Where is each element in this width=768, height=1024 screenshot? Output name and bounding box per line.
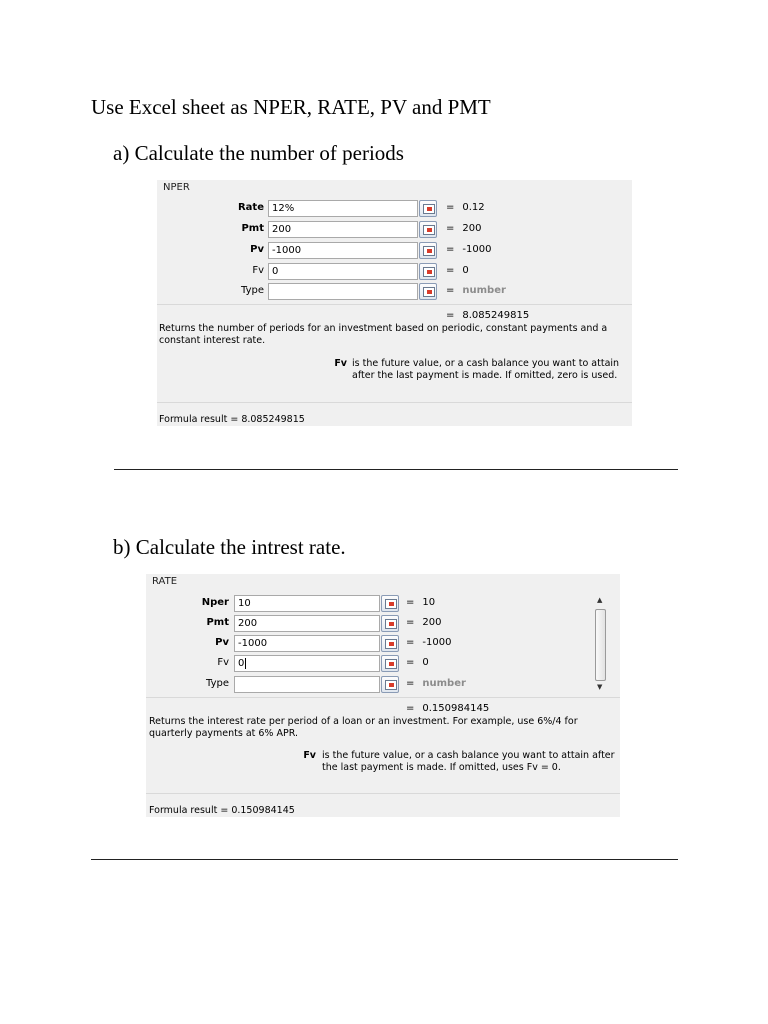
arg-label: Pmt <box>206 617 229 628</box>
collapse-dialog-icon[interactable] <box>381 635 399 652</box>
arg-result: = 0 <box>446 265 469 276</box>
arg-row-fv <box>146 655 620 672</box>
arg-row-pmt <box>146 615 620 632</box>
arg-result: = 0 <box>406 657 429 668</box>
arg-label: Pv <box>215 637 229 648</box>
arg-label: Pmt <box>241 223 264 234</box>
part-b-title: b) Calculate the intrest rate. <box>113 535 346 559</box>
arg-row-type <box>157 283 632 300</box>
type-input[interactable] <box>268 283 418 300</box>
arg-label: Type <box>241 285 264 296</box>
arg-label: Rate <box>237 202 264 213</box>
arg-row-fv <box>157 263 632 280</box>
arg-description: is the future value, or a cash balance you want to attain after the last payment is made. If omitted, zero is used. <box>352 358 620 381</box>
scroll-up-icon[interactable]: ▲ <box>597 596 603 604</box>
rate-dialog <box>146 574 620 817</box>
separator <box>157 402 632 403</box>
text-cursor <box>245 658 246 669</box>
separator <box>146 793 620 794</box>
collapse-dialog-icon[interactable] <box>419 263 437 280</box>
arguments-scrollbar[interactable] <box>594 594 608 694</box>
answer-line <box>114 469 678 470</box>
page-heading: Use Excel sheet as NPER, RATE, PV and PMT <box>91 95 491 119</box>
arg-result: = -1000 <box>406 637 452 648</box>
fv-input[interactable]: 0 <box>268 263 418 280</box>
arg-result: = number <box>446 285 506 296</box>
collapse-dialog-icon[interactable] <box>419 221 437 238</box>
collapse-dialog-icon[interactable] <box>419 283 437 300</box>
rate-input[interactable]: 12% <box>268 200 418 217</box>
formula-result: Formula result = 8.085249815 <box>159 414 305 425</box>
arg-row-pmt <box>157 221 632 238</box>
arg-label: Type <box>206 678 229 689</box>
arg-description: is the future value, or a cash balance you want to attain after the last payment is made. If omitted, uses Fv = 0. <box>322 750 615 773</box>
arg-label: Pv <box>250 244 264 255</box>
scrollbar-thumb[interactable] <box>595 609 606 681</box>
dialog-title: RATE <box>152 576 178 587</box>
function-description: Returns the interest rate per period of a loan or an investment. For example, use 6%/4 for quarterly payments at 6% APR. <box>149 716 578 739</box>
arg-result: = 10 <box>406 597 436 608</box>
arg-name: Fv <box>334 358 347 369</box>
arg-label: Nper <box>201 597 229 608</box>
answer-line <box>91 859 678 860</box>
arg-row-pv <box>146 635 620 652</box>
fv-input[interactable]: 0 <box>234 655 380 672</box>
arg-label: Fv <box>217 657 229 668</box>
arg-name: Fv <box>303 750 316 761</box>
formula-result: Formula result = 0.150984145 <box>149 805 295 816</box>
separator <box>157 304 632 305</box>
separator <box>146 697 620 698</box>
collapse-dialog-icon[interactable] <box>381 655 399 672</box>
arg-row-type <box>146 676 620 693</box>
arg-row-pv <box>157 242 632 259</box>
nper-dialog <box>157 180 632 426</box>
dialog-title: NPER <box>163 182 190 193</box>
pv-input[interactable]: -1000 <box>268 242 418 259</box>
collapse-dialog-icon[interactable] <box>381 615 399 632</box>
function-description: Returns the number of periods for an investment based on periodic, constant payments and a constant interest rate. <box>159 323 608 346</box>
nper-input[interactable]: 10 <box>234 595 380 612</box>
scroll-down-icon[interactable]: ▼ <box>597 683 603 691</box>
arg-result: = number <box>406 678 466 689</box>
collapse-dialog-icon[interactable] <box>381 676 399 693</box>
pv-input[interactable]: -1000 <box>234 635 380 652</box>
collapse-dialog-icon[interactable] <box>381 595 399 612</box>
type-input[interactable] <box>234 676 380 693</box>
arg-label: Fv <box>252 265 264 276</box>
arg-result: = 200 <box>446 223 482 234</box>
part-a-title: a) Calculate the number of periods <box>113 141 404 165</box>
collapse-dialog-icon[interactable] <box>419 242 437 259</box>
pmt-input[interactable]: 200 <box>234 615 380 632</box>
collapse-dialog-icon[interactable] <box>419 200 437 217</box>
arg-result: = -1000 <box>446 244 492 255</box>
arg-row-nper <box>146 595 620 612</box>
function-result: = 0.150984145 <box>406 703 490 714</box>
function-result: = 8.085249815 <box>446 310 530 321</box>
pmt-input[interactable]: 200 <box>268 221 418 238</box>
arg-result: = 0.12 <box>446 202 485 213</box>
arg-result: = 200 <box>406 617 442 628</box>
arg-row-rate <box>157 200 632 217</box>
